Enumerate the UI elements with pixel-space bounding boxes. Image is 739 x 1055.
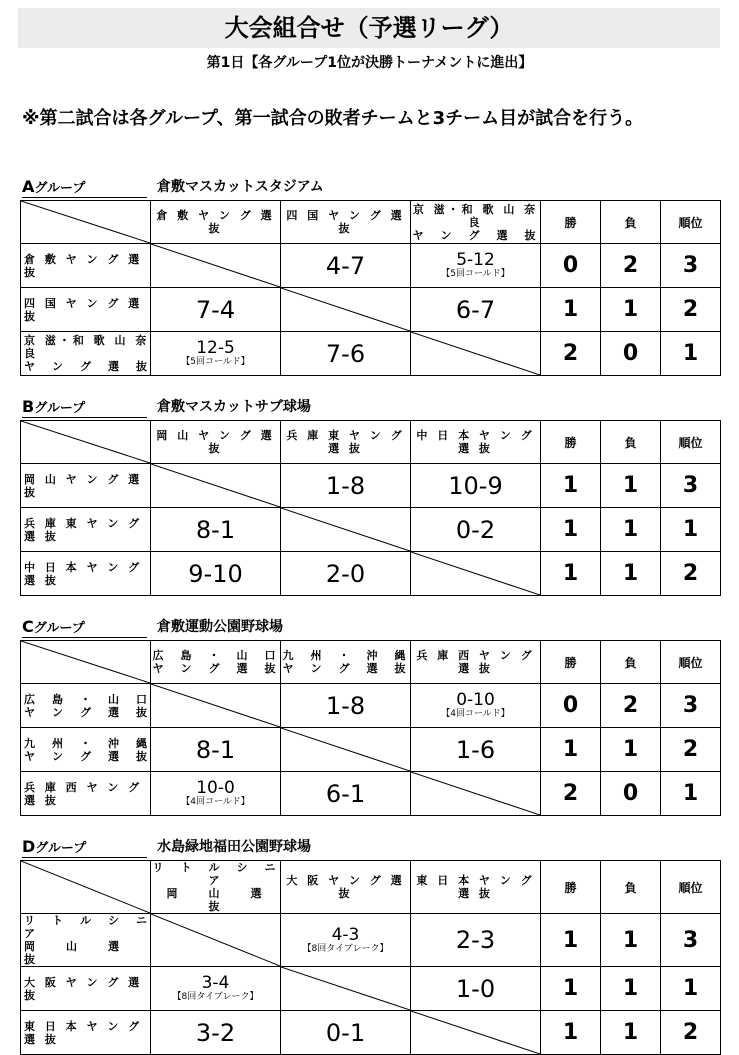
- team-row: [21, 244, 721, 288]
- header-name-line: 倉 敷 ヤ ン グ 選 抜: [156, 209, 275, 235]
- score-cell: [151, 332, 281, 376]
- row-name-line: 四 国 ヤ ン グ 選 抜: [24, 296, 143, 323]
- group-name: [22, 617, 147, 638]
- group-b: [20, 396, 720, 596]
- rank-value: 2: [661, 1011, 721, 1055]
- self-match-cell: [281, 288, 411, 332]
- row-team-name: [21, 967, 151, 1011]
- row-name-line: 中 日 本 ヤ ン グ 選 抜: [24, 560, 143, 587]
- rank-value: 1: [661, 508, 721, 552]
- row-name-line: 兵 庫 西 ヤ ン グ 選 抜: [24, 780, 143, 807]
- self-match-cell: [411, 772, 541, 816]
- group-letter: A: [22, 177, 35, 196]
- group-suffix: グループ: [34, 401, 86, 416]
- group-venue: 倉敷マスカットサブ球場: [157, 399, 311, 415]
- rank-value: 1: [661, 772, 721, 816]
- win-value: 2: [541, 332, 601, 376]
- row-team-name: [21, 288, 151, 332]
- column-team-header: [151, 201, 281, 244]
- win-value: 1: [541, 914, 601, 967]
- score-cell: [411, 728, 541, 772]
- score-value: 1-8: [325, 691, 366, 720]
- rank-header: 順位: [661, 861, 721, 914]
- group-c: [20, 616, 720, 816]
- score-note: 【8回タイブレーク】: [172, 992, 259, 1002]
- loss-value: 2: [601, 244, 661, 288]
- score-cell: [281, 552, 411, 596]
- row-name-line: 岡 山 ヤ ン グ 選 抜: [24, 472, 143, 499]
- score-cell: [411, 684, 541, 728]
- score-cell: [151, 967, 281, 1011]
- loss-value: 1: [601, 728, 661, 772]
- team-row: [21, 464, 721, 508]
- win-value: 0: [541, 684, 601, 728]
- group-name: [22, 397, 147, 418]
- team-row: [21, 684, 721, 728]
- header-name-line: 大 阪 ヤ ン グ 選 抜: [286, 874, 405, 900]
- score-value: 7-6: [325, 339, 366, 368]
- match-note: ※第二試合は各グループ、第一試合の敗者チームと3チーム目が試合を行う。: [22, 108, 644, 129]
- header-row: [21, 641, 721, 684]
- self-match-diagonal-line: [151, 914, 280, 966]
- group-suffix: グループ: [33, 621, 85, 636]
- self-match-diagonal-line: [281, 288, 410, 331]
- self-match-diagonal-line: [151, 684, 280, 727]
- loss-header: 負: [601, 421, 661, 464]
- loss-value: 0: [601, 332, 661, 376]
- row-name-line: 大 阪 ヤ ン グ 選 抜: [24, 975, 143, 1002]
- group-header: [20, 396, 720, 420]
- loss-value: 2: [601, 684, 661, 728]
- column-team-header: [281, 641, 411, 684]
- team-row: [21, 772, 721, 816]
- score-value: 9-10: [188, 559, 243, 588]
- score-cell: [281, 244, 411, 288]
- loss-value: 1: [601, 464, 661, 508]
- self-match-diagonal-line: [411, 1011, 540, 1054]
- group-a: [20, 176, 720, 376]
- score-cell: [411, 244, 541, 288]
- self-match-diagonal-line: [281, 967, 410, 1010]
- self-match-cell: [411, 1011, 541, 1055]
- group-d: [20, 836, 720, 1055]
- team-row: [21, 332, 721, 376]
- row-team-name: [21, 552, 151, 596]
- score-cell: [151, 772, 281, 816]
- self-match-cell: [151, 244, 281, 288]
- header-name-line: 京 滋・和 歌 山 奈 良: [412, 202, 539, 229]
- group-name: [22, 837, 147, 858]
- group-name: [22, 177, 147, 198]
- loss-value: 1: [601, 1011, 661, 1055]
- win-value: 2: [541, 772, 601, 816]
- win-value: 1: [541, 967, 601, 1011]
- rank-value: 1: [661, 332, 721, 376]
- corner-cell: [21, 421, 151, 464]
- self-match-diagonal-line: [411, 772, 540, 815]
- score-value: 10-9: [448, 471, 503, 500]
- column-team-header: [411, 421, 541, 464]
- self-match-cell: [411, 332, 541, 376]
- rank-header: 順位: [661, 421, 721, 464]
- header-name-line: リ ト ル シ ニ ア: [152, 861, 293, 887]
- score-cell: [411, 464, 541, 508]
- score-note: 【5回コールド】: [181, 357, 250, 367]
- score-value: 4-3: [331, 924, 360, 945]
- score-value: 6-7: [455, 295, 496, 324]
- header-name-line: 東 日 本 ヤ ン グ 選 抜: [416, 874, 535, 900]
- corner-diagonal-line: [21, 201, 150, 243]
- row-team-name: [21, 1011, 151, 1055]
- self-match-diagonal-line: [281, 728, 410, 771]
- self-match-cell: [281, 967, 411, 1011]
- score-value: 1-8: [325, 471, 366, 500]
- rank-header: 順位: [661, 641, 721, 684]
- group-suffix: グループ: [35, 841, 87, 856]
- win-value: 1: [541, 1011, 601, 1055]
- win-value: 1: [541, 728, 601, 772]
- row-name-line: 広 島 ・ 山 口: [24, 692, 150, 706]
- column-team-header: [411, 201, 541, 244]
- self-match-diagonal-line: [151, 244, 280, 287]
- row-name-line: 九 州 ・ 沖 縄: [24, 736, 150, 750]
- self-match-diagonal-line: [411, 552, 540, 595]
- score-cell: [411, 914, 541, 967]
- self-match-cell: [151, 914, 281, 967]
- header-row: [21, 861, 721, 914]
- score-value: 0-2: [455, 515, 496, 544]
- row-team-name: [21, 772, 151, 816]
- header-name-line: ヤ ン グ 選 抜: [282, 662, 409, 675]
- score-cell: [281, 772, 411, 816]
- score-cell: [151, 508, 281, 552]
- group-header: [20, 176, 720, 200]
- rank-value: 3: [661, 684, 721, 728]
- score-cell: [281, 464, 411, 508]
- score-value: 10-0: [196, 778, 235, 798]
- rank-value: 3: [661, 914, 721, 967]
- score-value: 5-12: [456, 250, 495, 270]
- loss-header: 負: [601, 201, 661, 244]
- page-subtitle: 第1日【各グループ1位が決勝トーナメントに進出】: [206, 55, 533, 71]
- score-note: 【5回コールド】: [441, 269, 510, 279]
- self-match-cell: [281, 728, 411, 772]
- win-value: 0: [541, 244, 601, 288]
- row-team-name: [21, 508, 151, 552]
- row-name-line: 岡 山 選 抜: [24, 940, 150, 966]
- header-name-line: 兵 庫 西 ヤ ン グ 選 抜: [416, 649, 535, 675]
- group-header: [20, 836, 720, 860]
- header-row: [21, 201, 721, 244]
- row-name-line: ヤ ン グ 選 抜: [24, 749, 150, 763]
- row-team-name: [21, 332, 151, 376]
- score-cell: [281, 684, 411, 728]
- score-value: 4-7: [325, 251, 366, 280]
- column-team-header: [151, 421, 281, 464]
- row-name-line: リ ト ル シ ニ ア: [24, 914, 164, 940]
- group-suffix: グループ: [34, 181, 86, 196]
- corner-cell: [21, 641, 151, 684]
- loss-value: 1: [601, 967, 661, 1011]
- score-value: 1-0: [455, 974, 496, 1003]
- win-value: 1: [541, 464, 601, 508]
- team-row: [21, 728, 721, 772]
- league-table: [20, 860, 721, 1055]
- loss-value: 0: [601, 772, 661, 816]
- rank-header: 順位: [661, 201, 721, 244]
- self-match-diagonal-line: [281, 508, 410, 551]
- league-table: [20, 420, 721, 596]
- score-value: 0-1: [325, 1018, 366, 1047]
- column-team-header: [411, 641, 541, 684]
- corner-cell: [21, 201, 151, 244]
- row-team-name: [21, 728, 151, 772]
- group-letter: D: [22, 837, 36, 856]
- row-name-line: 京 滋・和 歌 山 奈 良: [24, 334, 150, 360]
- row-team-name: [21, 914, 164, 967]
- win-value: 1: [541, 508, 601, 552]
- loss-header: 負: [601, 861, 661, 914]
- score-cell: [411, 288, 541, 332]
- score-value: 6-1: [325, 779, 366, 808]
- score-cell: [281, 1011, 411, 1055]
- rank-value: 2: [661, 552, 721, 596]
- score-cell: [151, 1011, 281, 1055]
- column-team-header: [151, 861, 293, 914]
- loss-value: 1: [601, 552, 661, 596]
- score-value: 12-5: [196, 338, 235, 358]
- score-value: 8-1: [195, 515, 236, 544]
- score-value: 3-4: [201, 973, 230, 993]
- self-match-cell: [281, 508, 411, 552]
- team-row: [21, 552, 721, 596]
- group-venue: 水島緑地福田公園野球場: [157, 839, 311, 855]
- score-cell: [151, 552, 281, 596]
- header-name-line: ヤ ン グ 選 抜: [412, 228, 539, 242]
- team-row: [21, 914, 721, 967]
- win-header: 勝: [541, 201, 601, 244]
- score-cell: [281, 332, 411, 376]
- header-name-line: 四 国 ヤ ン グ 選 抜: [286, 209, 405, 235]
- self-match-cell: [151, 464, 281, 508]
- league-table: [20, 200, 721, 376]
- score-note: 【8回タイブレーク】: [302, 943, 389, 954]
- score-value: 7-4: [195, 295, 236, 324]
- header-name-line: ヤ ン グ 選 抜: [152, 662, 279, 675]
- row-name-line: ヤ ン グ 選 抜: [24, 705, 150, 719]
- score-cell: [411, 508, 541, 552]
- rank-value: 3: [661, 464, 721, 508]
- score-note: 【4回コールド】: [181, 797, 250, 807]
- score-value: 8-1: [195, 735, 236, 764]
- column-team-header: [411, 861, 541, 914]
- corner-diagonal-line: [21, 421, 150, 463]
- win-value: 1: [541, 288, 601, 332]
- team-row: [21, 288, 721, 332]
- row-team-name: [21, 244, 151, 288]
- group-venue: 倉敷マスカットスタジアム: [157, 179, 324, 195]
- row-name-line: ヤ ン グ 選 抜: [24, 360, 150, 373]
- header-row: [21, 421, 721, 464]
- group-header: [20, 616, 720, 640]
- corner-cell: [21, 861, 151, 914]
- score-note: 【4回コールド】: [441, 709, 510, 719]
- score-value: 0-10: [456, 690, 495, 710]
- header-name-line: 岡 山 選 抜: [166, 887, 293, 913]
- score-value: 2-0: [325, 559, 366, 588]
- row-name-line: 兵 庫 東 ヤ ン グ 選 抜: [24, 516, 143, 543]
- column-team-header: [281, 861, 411, 914]
- rank-value: 2: [661, 288, 721, 332]
- rank-value: 2: [661, 728, 721, 772]
- header-name-line: 兵 庫 東 ヤ ン グ 選 抜: [286, 429, 405, 455]
- win-value: 1: [541, 552, 601, 596]
- team-row: [21, 508, 721, 552]
- self-match-cell: [151, 684, 281, 728]
- score-cell: [151, 728, 281, 772]
- score-cell: [281, 914, 411, 967]
- header-name-line: 中 日 本 ヤ ン グ 選 抜: [416, 429, 535, 455]
- group-venue: 倉敷運動公園野球場: [157, 619, 283, 635]
- row-name-line: 倉 敷 ヤ ン グ 選 抜: [24, 252, 143, 279]
- row-name-line: 東 日 本 ヤ ン グ 選 抜: [24, 1019, 143, 1046]
- win-header: 勝: [541, 421, 601, 464]
- page-title: 大会組合せ（予選リーグ）: [18, 8, 720, 48]
- group-letter: B: [22, 397, 35, 416]
- row-team-name: [21, 464, 151, 508]
- score-value: 1-6: [455, 735, 496, 764]
- self-match-diagonal-line: [151, 464, 280, 507]
- loss-value: 1: [601, 508, 661, 552]
- corner-diagonal-line: [21, 641, 150, 683]
- rank-value: 3: [661, 244, 721, 288]
- loss-value: 1: [601, 288, 661, 332]
- loss-header: 負: [601, 641, 661, 684]
- group-letter: C: [22, 617, 34, 636]
- column-team-header: [281, 421, 411, 464]
- team-row: [21, 1011, 721, 1055]
- team-row: [21, 967, 721, 1011]
- win-header: 勝: [541, 861, 601, 914]
- win-header: 勝: [541, 641, 601, 684]
- column-team-header: [151, 641, 281, 684]
- score-cell: [411, 967, 541, 1011]
- row-team-name: [21, 684, 151, 728]
- rank-value: 1: [661, 967, 721, 1011]
- corner-diagonal-line: [21, 861, 150, 913]
- column-team-header: [281, 201, 411, 244]
- score-cell: [151, 288, 281, 332]
- league-table: [20, 640, 721, 816]
- score-value: 3-2: [195, 1018, 236, 1047]
- self-match-diagonal-line: [411, 332, 540, 375]
- score-value: 2-3: [455, 926, 496, 954]
- header-name-line: 九 州 ・ 沖 縄: [282, 649, 409, 662]
- header-name-line: 岡 山 ヤ ン グ 選 抜: [156, 429, 275, 455]
- header-name-line: 広 島 ・ 山 口: [152, 649, 279, 662]
- loss-value: 1: [601, 914, 661, 967]
- self-match-cell: [411, 552, 541, 596]
